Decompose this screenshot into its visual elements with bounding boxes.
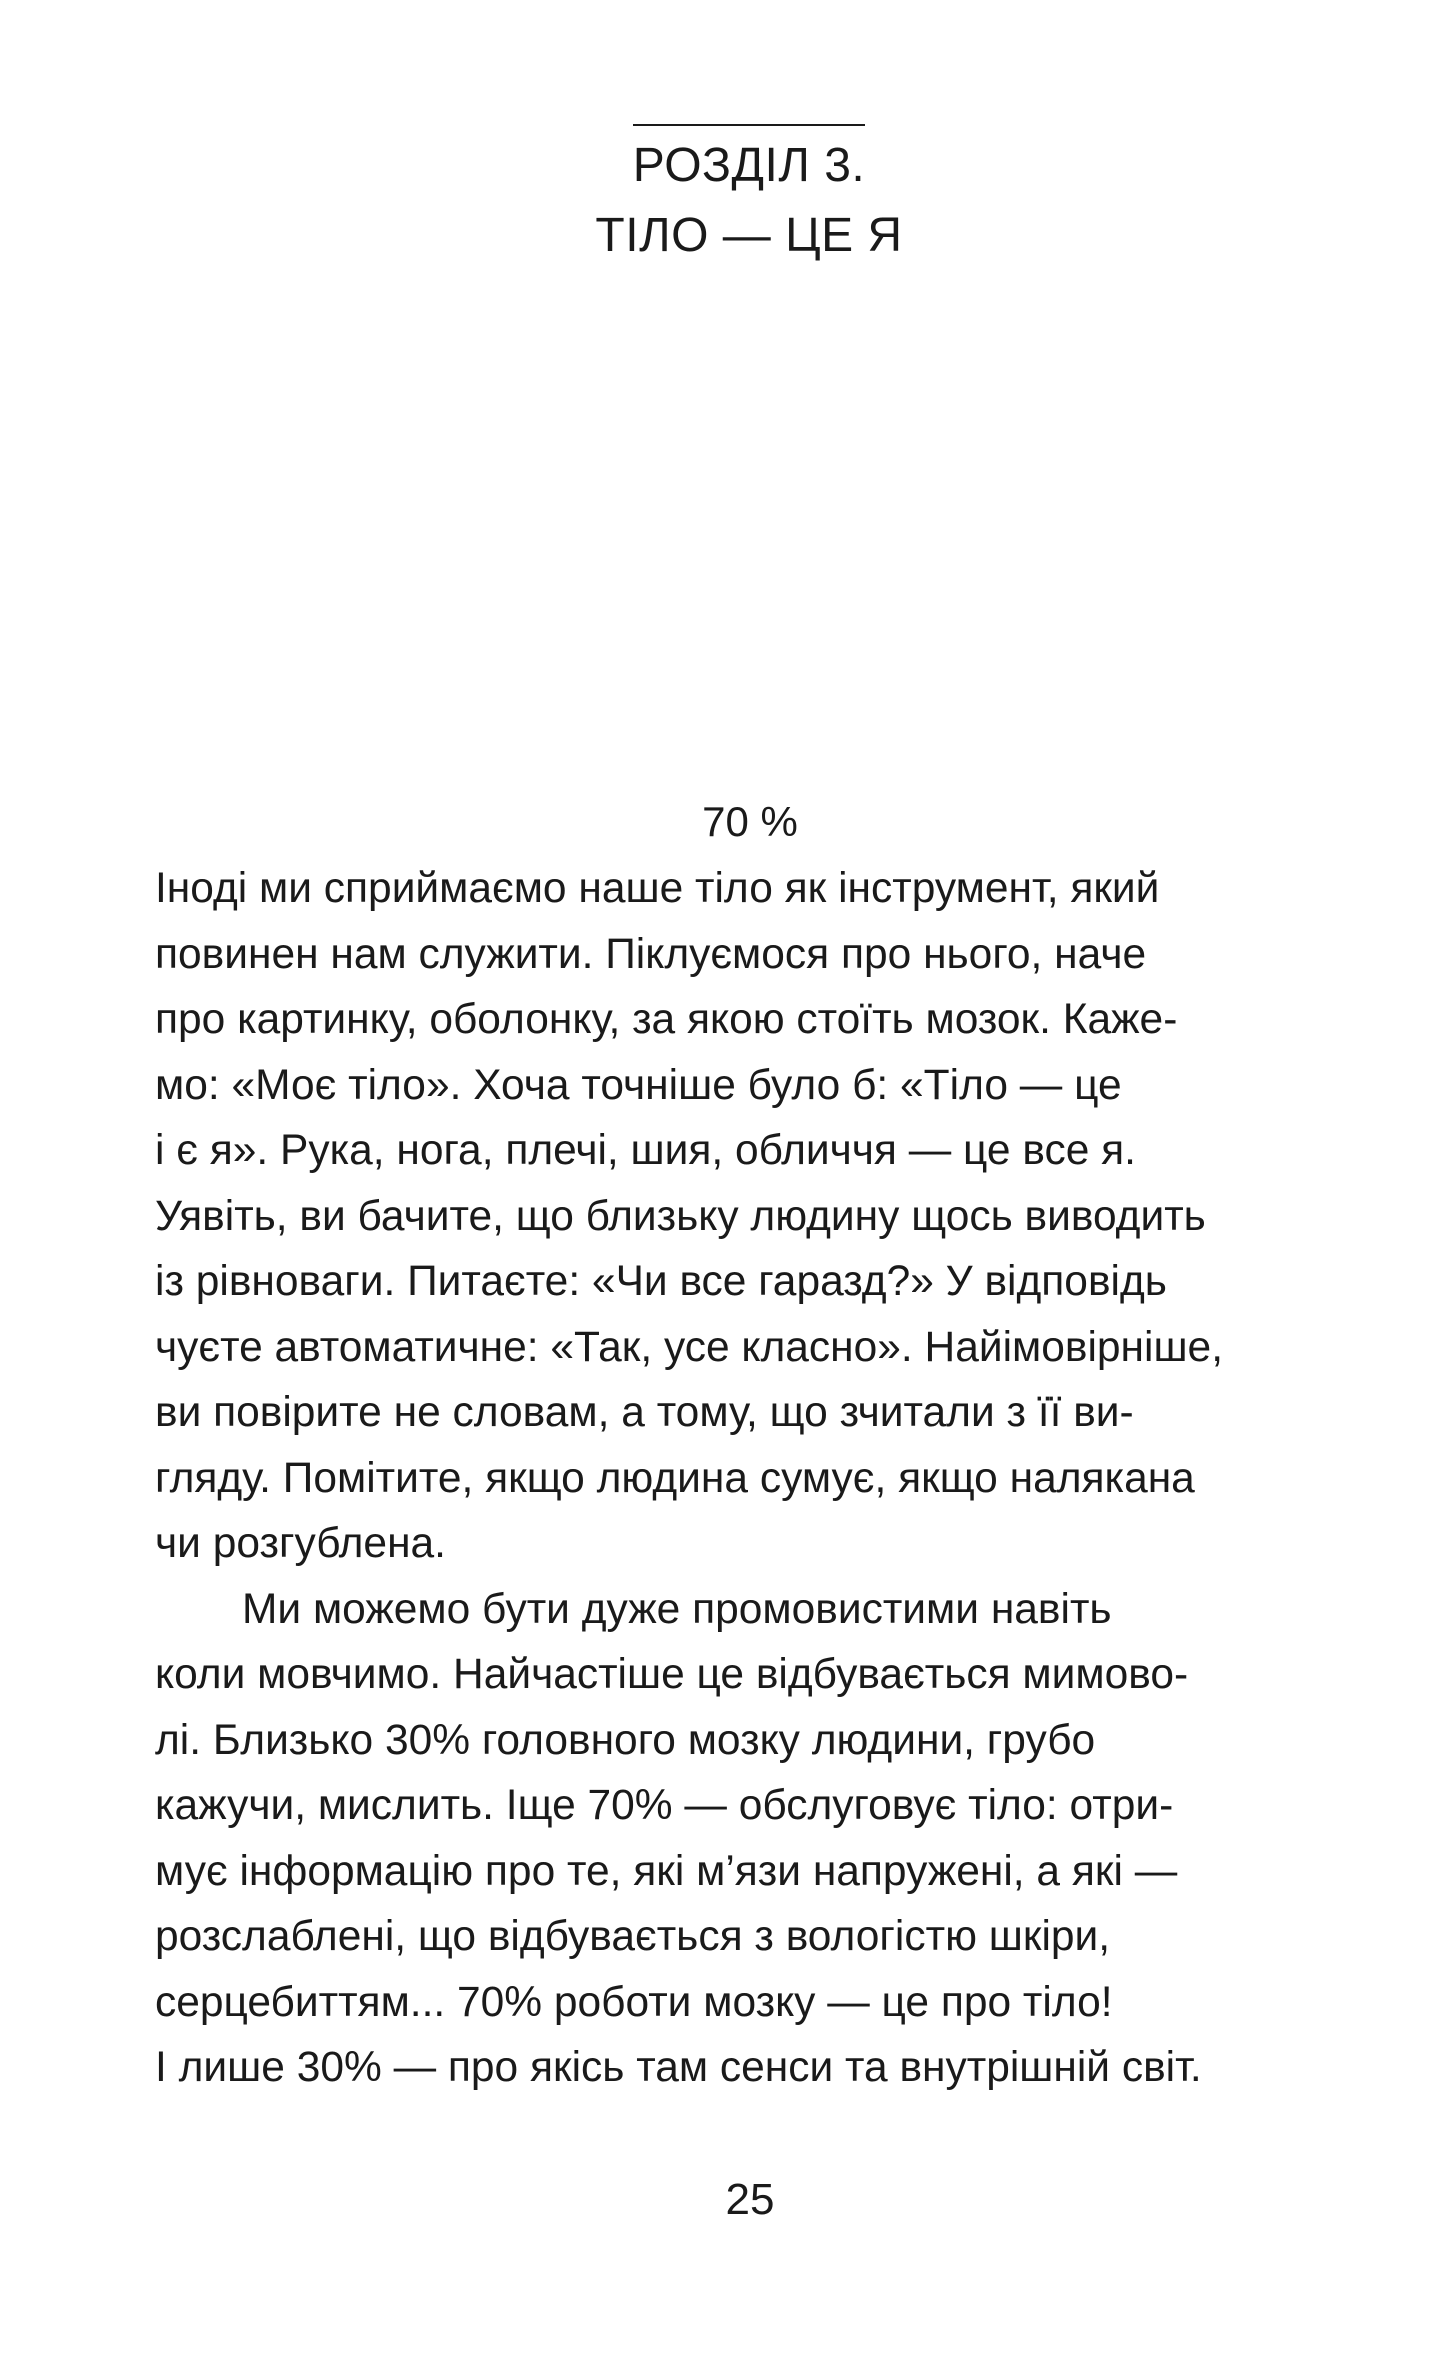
- chapter-rule: [633, 124, 865, 126]
- text-line: про картинку, оболонку, за якою стоїть мозок. Каже-: [155, 996, 1178, 1043]
- text-line: Уявіть, ви бачите, що близьку людину щось виводить: [155, 1192, 1206, 1240]
- text-line: серцебиттям... 70% роботи мозку — це про тіло!: [155, 1978, 1113, 2026]
- body-text: [155, 856, 1345, 2101]
- text-line: мує інформацію про те, які м’язи напружені, а які —: [155, 1847, 1178, 1895]
- text-line: І лише 30% — про якісь там сенси та внутрішній світ.: [155, 2044, 1202, 2091]
- section-heading: 70 %: [702, 798, 798, 845]
- text-line: повинен нам служити. Піклуємося про нього, наче: [155, 930, 1147, 978]
- text-line: Іноді ми сприймаємо наше тіло як інструмент, який: [155, 865, 1160, 912]
- text-line: коли мовчимо. Найчастіше це відбувається мимово-: [155, 1651, 1189, 1698]
- text-line: Ми можемо бути дуже промовистими навіть: [242, 1585, 1112, 1633]
- text-line: мо: «Моє тіло». Хоча точніше було б: «Тіло — це: [155, 1061, 1122, 1109]
- chapter-number: РОЗДІЛ 3.: [632, 139, 866, 192]
- text-line: гляду. Помітите, якщо людина сумує, якщо налякана: [155, 1454, 1195, 1502]
- text-line: розслаблені, що відбувається з вологістю шкіри,: [155, 1913, 1111, 1960]
- text-line: кажучи, мислить. Іще 70% — обслуговує тіло: отри-: [155, 1782, 1174, 1829]
- text-line: чи розгублена.: [155, 1520, 446, 1567]
- text-line: чуєте автоматичне: «Так, усе класно». Найімовірніше,: [155, 1323, 1223, 1371]
- chapter-title: ТІЛО — ЦЕ Я: [595, 209, 903, 262]
- text-line: із рівноваги. Питаєте: «Чи все гаразд?» У відповідь: [155, 1258, 1167, 1305]
- text-line: ви повірите не словам, а тому, що зчитали з її ви-: [155, 1389, 1134, 1436]
- text-line: і є я». Рука, нога, плечі, шия, обличчя — це все я.: [155, 1127, 1136, 1174]
- page-number: 25: [725, 2175, 775, 2224]
- text-line: лі. Близько 30% головного мозку людини, грубо: [155, 1716, 1096, 1764]
